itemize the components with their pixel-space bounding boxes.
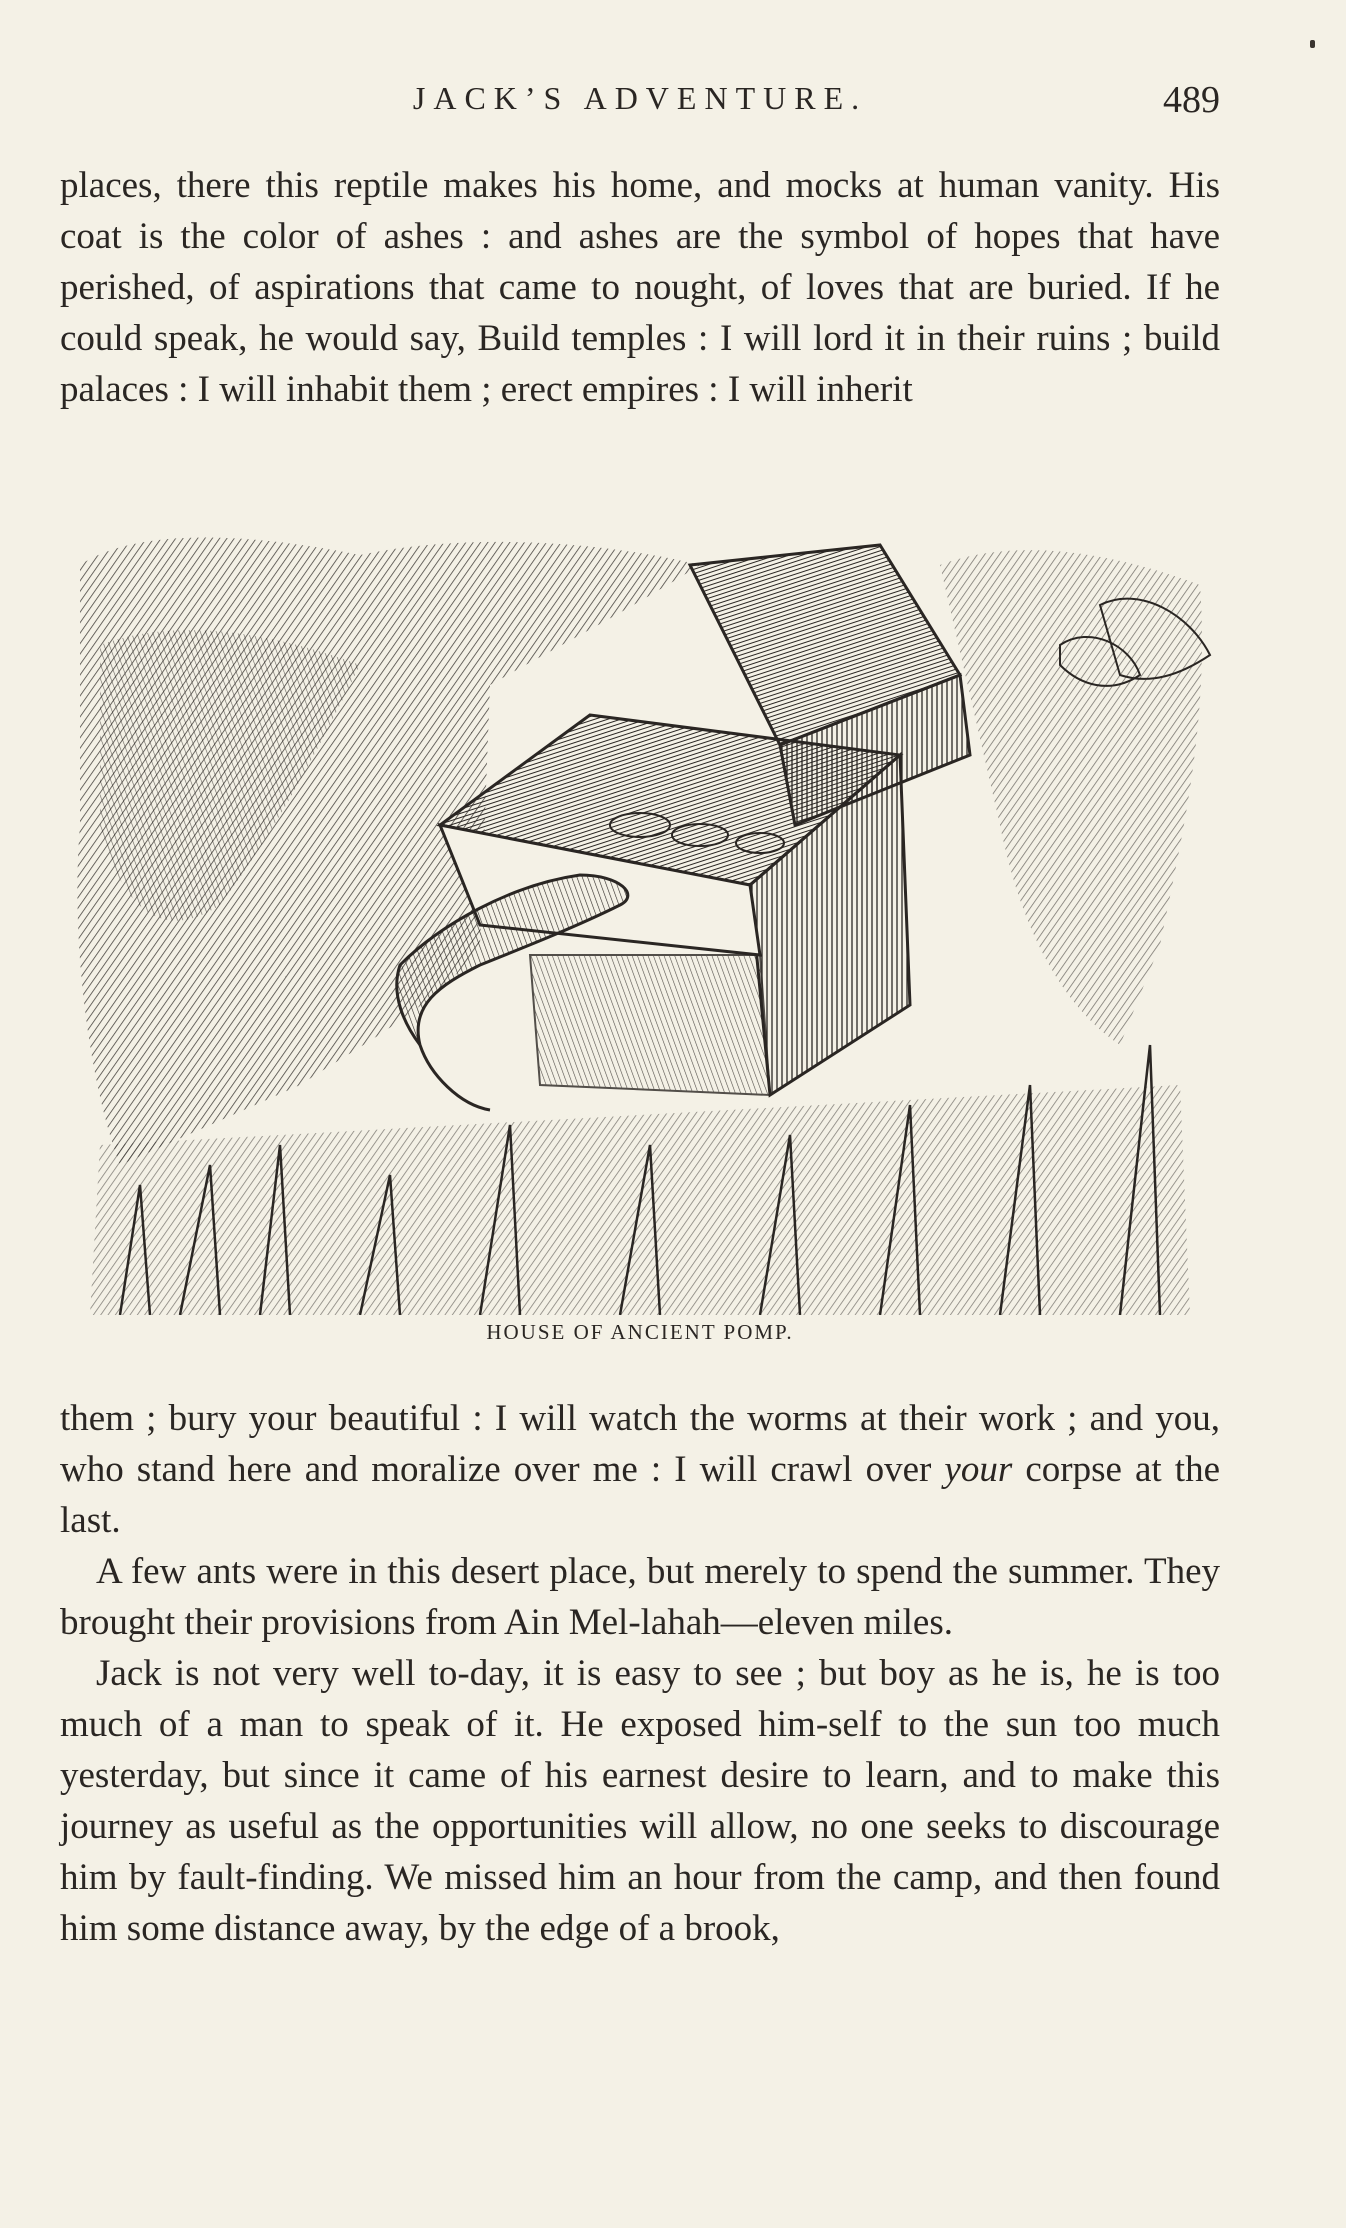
ink-speck bbox=[1310, 40, 1315, 48]
paragraph-top: places, there this reptile makes his home, and mocks at human vanity. His coat is the color of ashes : and ashes are the symbol of hopes that have perished, of aspirations that came to nought, of loves that are buried. If he could speak, he would say, Build temples : I will lord it in their ruins ; build palaces : I will inhabit them ; erect empires : I will inherit bbox=[60, 165, 1220, 410]
paragraph-continued bbox=[60, 1393, 1220, 1546]
top-paragraph-block bbox=[60, 160, 1220, 415]
engraving-illustration bbox=[60, 525, 1220, 1315]
paragraph-ants: A few ants were in this desert place, but merely to spend the summer. They brought their provisions from Ain Mel-lahah—eleven miles. bbox=[60, 1551, 1220, 1643]
text-run: corpse at the last. bbox=[60, 1449, 1220, 1541]
italic-word: your bbox=[944, 1449, 1013, 1490]
text-run: them ; bury your beautiful : I will watch the worms at their work ; and you, who stand here and moralize over me : I will crawl over bbox=[60, 1398, 1220, 1490]
bottom-paragraph-block bbox=[60, 1393, 1220, 1954]
running-title: JACK’S ADVENTURE. bbox=[412, 80, 868, 116]
illustration-caption: HOUSE OF ANCIENT POMP. bbox=[486, 1320, 794, 1344]
page-header bbox=[60, 72, 1220, 132]
paragraph-jack: Jack is not very well to-day, it is easy to see ; but boy as he is, he is too much of a man to speak of it. He exposed him-self to the sun too much yesterday, but since it came of his earnest desire to learn, and to make this journey as useful as the opportunities will allow, no one seeks to discourage him by fault-finding. We missed him an hour from the camp, and then found him some distance away, by the edge of a brook, bbox=[60, 1653, 1220, 1949]
page-number: 489 bbox=[1163, 79, 1220, 121]
